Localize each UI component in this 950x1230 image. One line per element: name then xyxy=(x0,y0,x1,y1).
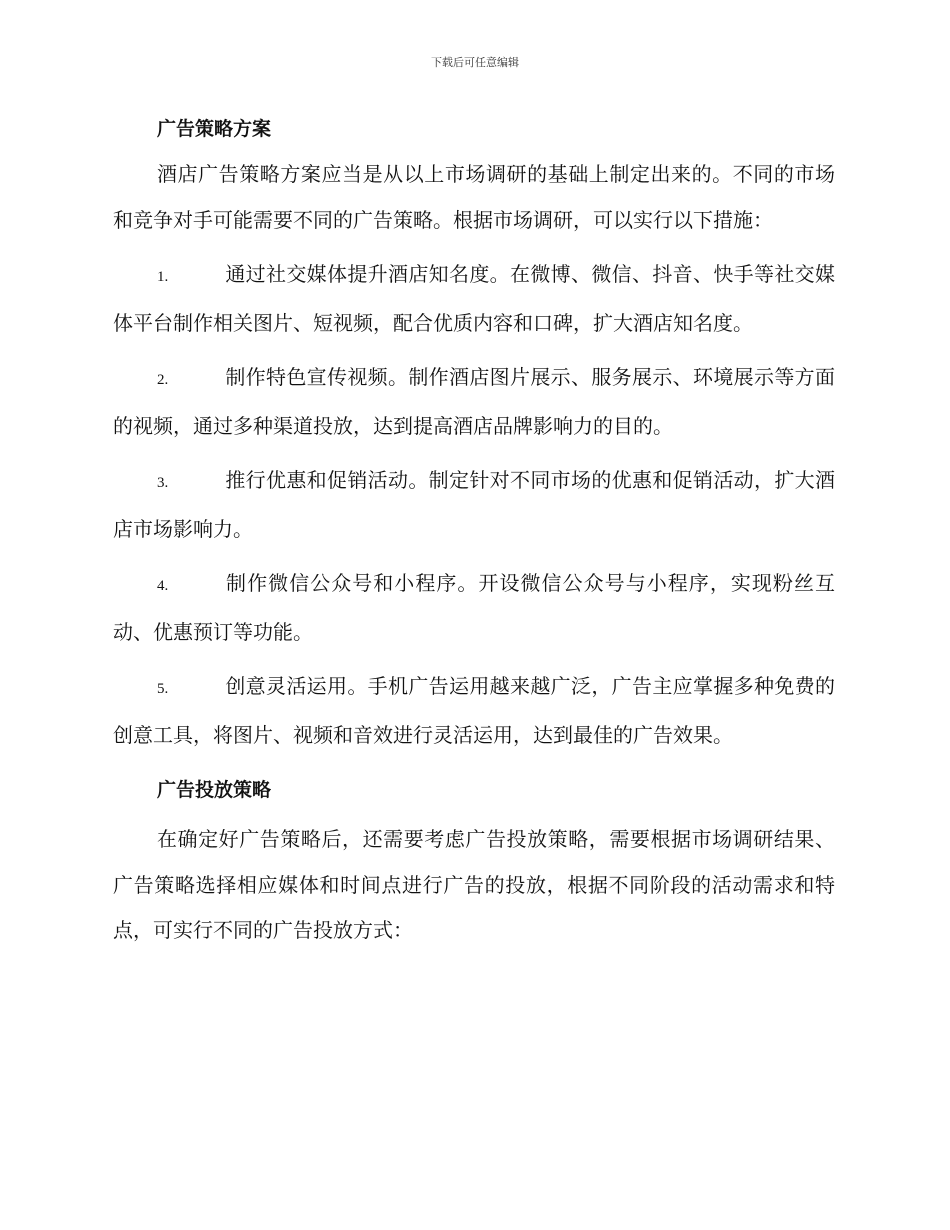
page-header-note: 下载后可任意编辑 xyxy=(431,56,519,69)
list-item-number: 3. xyxy=(157,475,169,491)
list-item xyxy=(113,252,835,346)
document-body xyxy=(113,106,835,963)
section-heading-ad-placement: 广告投放策略 xyxy=(157,779,272,801)
list-item-number: 2. xyxy=(157,372,169,388)
list-item-text: 制作特色宣传视频。制作酒店图片展示、服务展示、环境展示等方面的视频，通过多种渠道投放，达到提高酒店品牌影响力的目的。 xyxy=(113,365,835,438)
list-item xyxy=(113,664,835,758)
list-item-number: 5. xyxy=(157,681,169,697)
list-item xyxy=(113,561,835,655)
list-item-text: 推行优惠和促销活动。制定针对不同市场的优惠和促销活动，扩大酒店市场影响力。 xyxy=(113,468,835,541)
paragraph-ad-placement-body: 在确定好广告策略后，还需要考虑广告投放策略，需要根据市场调研结果、广告策略选择相应媒体和时间点进行广告的投放，根据不同阶段的活动需求和特点，可实行不同的广告投放方式： xyxy=(113,827,835,942)
list-item xyxy=(113,355,835,449)
list-item-text: 制作微信公众号和小程序。开设微信公众号与小程序，实现粉丝互动、优惠预订等功能。 xyxy=(113,571,835,644)
list-item-number: 1. xyxy=(157,269,169,285)
list-item-number: 4. xyxy=(157,578,169,594)
list-item-text: 创意灵活运用。手机广告运用越来越广泛，广告主应掌握多种免费的创意工具，将图片、视频和音效进行灵活运用，达到最佳的广告效果。 xyxy=(113,674,835,747)
list-item xyxy=(113,458,835,552)
paragraph-ad-strategy-intro: 酒店广告策略方案应当是从以上市场调研的基础上制定出来的。不同的市场和竞争对手可能需要不同的广告策略。根据市场调研，可以实行以下措施： xyxy=(113,162,835,232)
list-item-text: 通过社交媒体提升酒店知名度。在微博、微信、抖音、快手等社交媒体平台制作相关图片、短视频，配合优质内容和口碑，扩大酒店知名度。 xyxy=(113,262,835,335)
section-heading-ad-strategy: 广告策略方案 xyxy=(157,118,272,140)
